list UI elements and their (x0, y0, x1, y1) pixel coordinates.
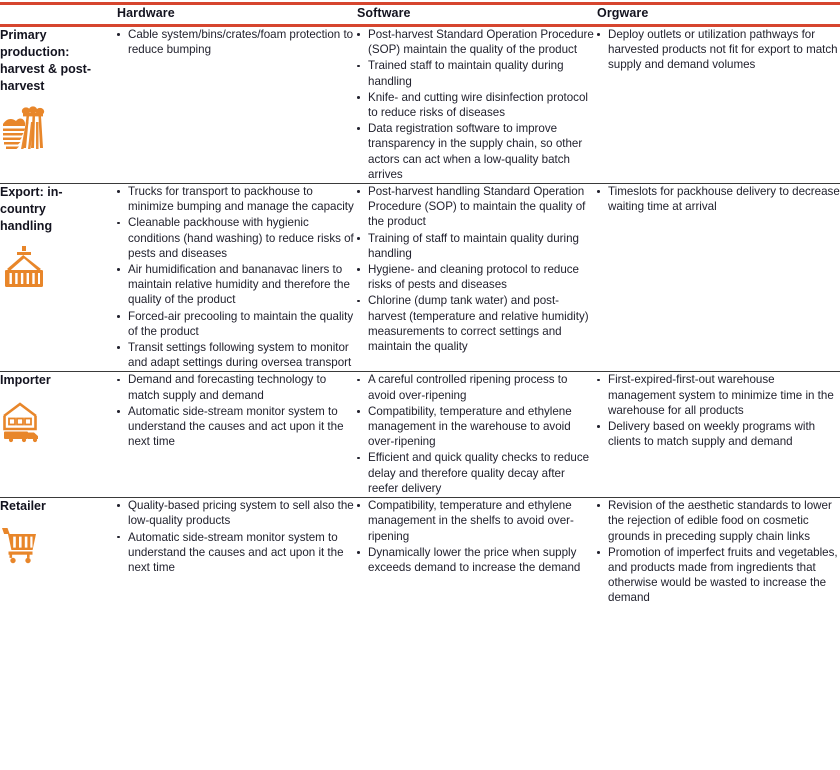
list-item: Deploy outlets or utilization pathways for harvested products not fit for export to match supply and demand volumes (595, 27, 840, 73)
row-label-text: Primary production: harvest & post-harvest (0, 28, 91, 93)
list-item: Delivery based on weekly programs with clients to match supply and demand (595, 419, 840, 449)
cell-software (355, 27, 595, 184)
matrix-body (0, 27, 840, 607)
list-item: Chlorine (dump tank water) and post-harvest (temperature and relative humidity) measurements to correct settings and maintain the quality (355, 293, 595, 354)
column-header-software: Software (357, 6, 411, 20)
list-item: Efficient and quick quality checks to reduce delay and therefore quality decay after reefer delivery (355, 450, 595, 496)
bullet-list-orgware (595, 27, 840, 73)
list-item: First-expired-first-out warehouse management system to minimize time in the warehouse for all products (595, 372, 840, 418)
table-row (0, 498, 840, 607)
shopping-cart-icon (0, 524, 48, 570)
list-item: Automatic side-stream monitor system to understand the causes and act upon it the next time (115, 404, 355, 450)
cell-software (355, 184, 595, 372)
row-label-text: Retailer (0, 499, 46, 514)
bullet-list-hardware (115, 184, 355, 370)
bullet-list-hardware (115, 27, 355, 57)
bullet-list-hardware (115, 372, 355, 449)
row-label-text: Importer (0, 373, 51, 388)
cell-orgware (595, 498, 840, 607)
bullet-list-hardware (115, 498, 355, 575)
list-item: Compatibility, temperature and ethylene management in the warehouse to avoid over-ripening (355, 404, 595, 450)
column-header-hardware: Hardware (117, 6, 175, 20)
bullet-list-software (355, 498, 595, 575)
list-item: Trucks for transport to packhouse to minimize bumping and manage the capacity (115, 184, 355, 214)
list-item: Timeslots for packhouse delivery to decrease waiting time at arrival (595, 184, 840, 214)
bullet-list-orgware (595, 372, 840, 449)
list-item: Promotion of imperfect fruits and vegetables, and products made from ingredients that otherwise would be wasted to increase the demand (595, 545, 840, 606)
bullet-list-software (355, 184, 595, 354)
matrix-table (0, 27, 840, 607)
list-item: Quality-based pricing system to sell also the low-quality products (115, 498, 355, 528)
cell-orgware (595, 372, 840, 498)
list-item: Automatic side-stream monitor system to understand the causes and act upon it the next time (115, 530, 355, 576)
table-row (0, 184, 840, 372)
row-label-text: Export: in-country handling (0, 185, 63, 234)
list-item: Forced-air precooling to maintain the quality of the product (115, 309, 355, 339)
bullet-list-orgware (595, 498, 840, 605)
list-item: Dynamically lower the price when supply exceeds demand to increase the demand (355, 545, 595, 575)
column-header-orgware: Orgware (597, 6, 649, 20)
cell-orgware (595, 27, 840, 184)
cell-hardware (115, 372, 355, 498)
shipping-container-icon (0, 244, 48, 290)
list-item: Training of staff to maintain quality during handling (355, 231, 595, 261)
list-item: Cable system/bins/crates/foam protection to reduce bumping (115, 27, 355, 57)
table-row (0, 372, 840, 498)
list-item: Post-harvest Standard Operation Procedure (SOP) maintain the quality of the product (355, 27, 595, 57)
list-item: Hygiene- and cleaning protocol to reduce risks of pests and diseases (355, 262, 595, 292)
field-harvest-icon (0, 104, 48, 150)
row-label-retailer (0, 498, 115, 607)
row-label-export-in-country-handling (0, 184, 115, 372)
row-label-primary-production (0, 27, 115, 184)
cell-hardware (115, 27, 355, 184)
list-item: Knife- and cutting wire disinfection protocol to reduce risks of diseases (355, 90, 595, 120)
bullet-list-orgware (595, 184, 840, 214)
list-item: Transit settings following system to monitor and adapt settings during oversea transport (115, 340, 355, 370)
cell-hardware (115, 498, 355, 607)
cell-software (355, 498, 595, 607)
cell-hardware (115, 184, 355, 372)
list-item: Data registration software to improve transparency in the supply chain, so other actors can act when a low-quality batch arrives (355, 121, 595, 182)
list-item: Demand and forecasting technology to match supply and demand (115, 372, 355, 402)
list-item: Post-harvest handling Standard Operation Procedure (SOP) to maintain the quality of the product (355, 184, 595, 230)
cell-orgware (595, 184, 840, 372)
table-row (0, 27, 840, 184)
bullet-list-software (355, 372, 595, 496)
list-item: Air humidification and bananavac liners to maintain relative humidity and therefore the quality of the product (115, 262, 355, 308)
list-item: A careful controlled ripening process to avoid over-ripening (355, 372, 595, 402)
bullet-list-software (355, 27, 595, 182)
list-item: Trained staff to maintain quality during handling (355, 58, 595, 88)
list-item: Revision of the aesthetic standards to lower the rejection of edible food on cosmetic grounds in preceding supply chain links (595, 498, 840, 544)
cell-software (355, 372, 595, 498)
table-header (0, 5, 840, 24)
list-item: Cleanable packhouse with hygienic conditions (hand washing) to reduce risks of pests and diseases (115, 215, 355, 261)
row-label-importer (0, 372, 115, 498)
warehouse-truck-icon (0, 398, 48, 444)
list-item: Compatibility, temperature and ethylene management in the shelfs to avoid over-ripening (355, 498, 595, 544)
